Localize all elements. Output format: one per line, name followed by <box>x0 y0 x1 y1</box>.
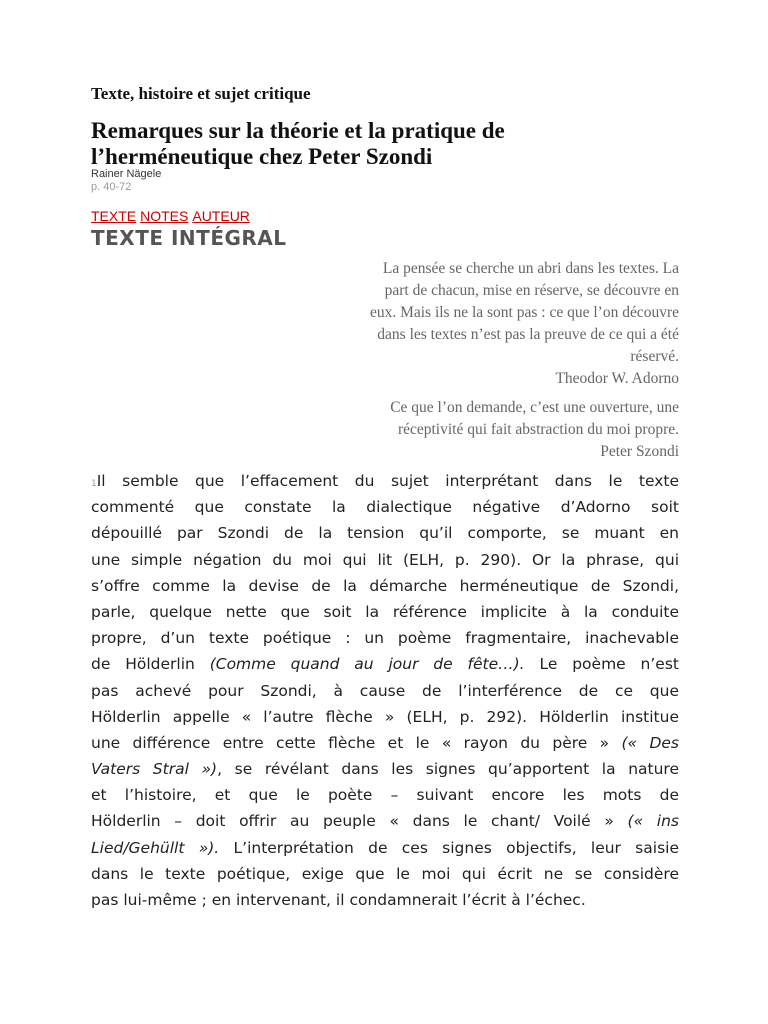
paragraph-line: pas lui-même ; en intervenant, il condamnerait l’écrit à l’échec. <box>91 891 586 909</box>
italic-quote: Lied/Gehüllt »). <box>91 838 220 857</box>
paragraph-text: une différence entre cette flèche et le « rayon du père » <box>91 733 622 752</box>
epigraph-line: part de chacun, mise en réserve, se découvre en <box>384 282 679 299</box>
epigraph-line: eux. Mais ils ne la sont pas : ce que l’on découvre <box>369 304 679 321</box>
paragraph-line: dans le texte poétique, exige que le moi qui écrit ne se considère <box>91 864 679 883</box>
italic-quote: Vaters Stral ») <box>91 760 218 779</box>
epigraph-line: réservé. <box>630 348 679 365</box>
epigraph-szondi <box>339 397 679 463</box>
italic-quote: (« Des <box>621 733 679 752</box>
epigraph-line: dans les textes n’est pas la preuve de ce qui a été <box>377 326 679 343</box>
epigraph-attribution: Peter Szondi <box>600 443 679 460</box>
paragraph-text: Hölderlin – doit offrir au peuple « dans le chant/ Voilé » <box>91 812 628 831</box>
paragraph-line: pas achevé pour Szondi, à cause de l’interférence de ce que <box>91 681 679 700</box>
epigraph-line: réceptivité qui fait abstraction du moi propre. <box>397 421 679 438</box>
paragraph-line: parle, quelque nette que soit la référence implicite à la conduite <box>91 602 679 621</box>
section-heading: TEXTE INTÉGRAL <box>91 226 287 250</box>
epigraph-attribution: Theodor W. Adorno <box>555 370 679 387</box>
section-kicker: Texte, histoire et sujet critique <box>91 84 311 103</box>
epigraph-adorno <box>287 258 679 390</box>
nav-link-texte[interactable]: TEXTE <box>91 208 137 224</box>
italic-title: (Comme quand au jour de fête…). <box>209 655 525 674</box>
page-range: p. 40-72 <box>91 181 132 193</box>
paragraph-line: dépouillé par Szondi de la tension qu’il comporte, se muant en <box>91 524 679 543</box>
epigraph-line: Ce que l’on demande, c’est une ouverture, une <box>390 399 679 416</box>
paragraph-text: de Hölderlin <box>91 655 210 674</box>
paragraph-line: et l’histoire, et que le poète – suivant encore les mots de <box>91 786 679 805</box>
paragraph-line <box>91 730 679 756</box>
article-nav <box>91 208 250 224</box>
article-title-line: Remarques sur la théorie et la pratique de <box>91 118 505 143</box>
paragraph-line <box>91 468 679 494</box>
body-paragraph <box>91 468 679 913</box>
paragraph-line <box>91 835 679 861</box>
paragraph-line: Hölderlin appelle « l’autre flèche » (ELH, p. 292). Hölderlin institue <box>91 707 679 726</box>
paragraph-text: Le poème n’est <box>524 655 679 674</box>
paragraph-text: L’interprétation de ces signes objectifs, leur saisie <box>219 838 679 857</box>
article-title-line: l’herméneutique chez Peter Szondi <box>91 144 433 169</box>
article-title <box>91 118 679 170</box>
paragraph-line: une simple négation du moi qui lit (ELH, p. 290). Or la phrase, qui <box>91 550 679 569</box>
epigraph-line: La pensée se cherche un abri dans les textes. La <box>382 260 679 277</box>
paragraph-text: Il semble que l’effacement du sujet interprétant dans le texte <box>96 472 679 490</box>
author-name: Rainer Nägele <box>91 168 162 180</box>
paragraph-number[interactable]: 1 <box>91 479 97 489</box>
nav-link-auteur[interactable]: AUTEUR <box>192 208 250 224</box>
paragraph-line <box>91 808 679 834</box>
paragraph-text: , se révélant dans les signes qu’apportent la nature <box>217 760 679 779</box>
paragraph-line: propre, d’un texte poétique : un poème fragmentaire, inachevable <box>91 629 679 648</box>
paragraph-line: commenté que constate la dialectique négative d’Adorno soit <box>91 498 679 517</box>
nav-link-notes[interactable]: NOTES <box>140 208 189 224</box>
italic-quote: (« ins <box>627 812 679 831</box>
paragraph-line <box>91 651 679 677</box>
paragraph-line <box>91 756 679 782</box>
paragraph-line: s’offre comme la devise de la démarche herméneutique de Szondi, <box>91 576 679 595</box>
